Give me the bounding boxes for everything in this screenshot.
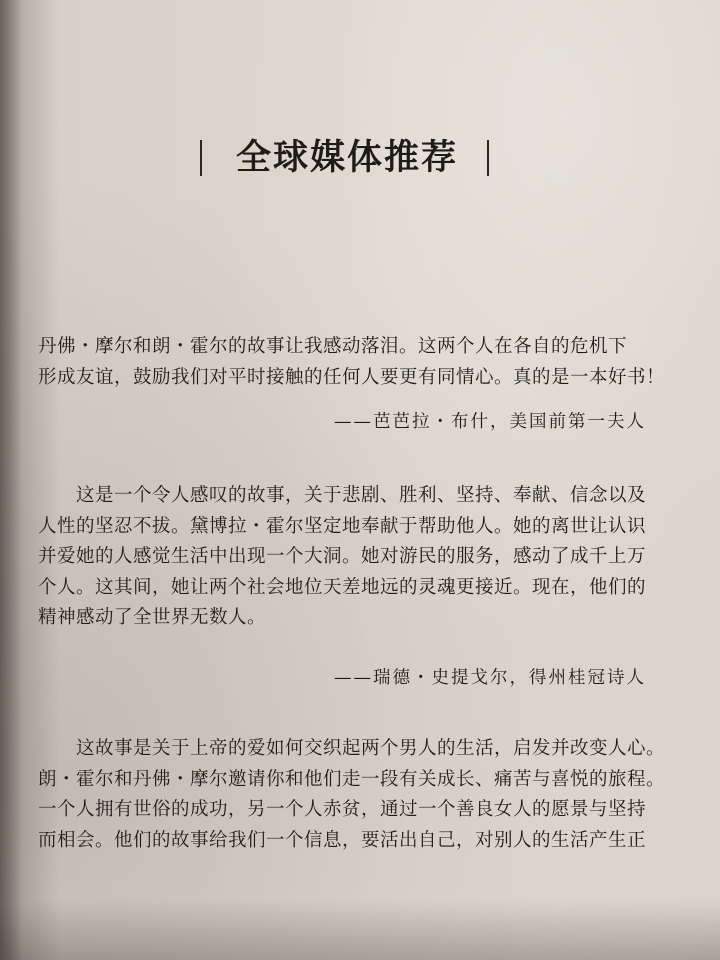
blurb-line: 而相会。他们的故事给我们一个信息，要活出自己，对别人的生活产生正 (38, 829, 647, 851)
blurb-2-attribution: ——瑞德・史提戈尔，得州桂冠诗人 (334, 668, 646, 688)
blurb-1-text (38, 332, 666, 393)
title-right-rule (487, 140, 489, 176)
blurb-1-attribution: ——芭芭拉・布什，美国前第一夫人 (334, 412, 646, 432)
blurb-line: 精神感动了全世界无数人。 (38, 607, 267, 628)
blurb-line: 这是一个令人感叹的故事，关于悲剧、胜利、坚持、奉献、信念以及 (76, 485, 647, 506)
title-left-rule (200, 140, 202, 176)
bottom-shadow (0, 900, 720, 960)
page-title: 全球媒体推荐 (236, 137, 459, 178)
title-block (200, 136, 500, 180)
blurb-line: 这故事是关于上帝的爱如何交织起两个男人的生活，启发并改变人心。 (76, 738, 666, 759)
blurb-line: 并爱她的人感觉生活中出现一个大洞。她对游民的服务，感动了成千上万 (38, 546, 647, 567)
blurb-3-text (38, 734, 666, 856)
blurb-line: 形成友谊，鼓励我们对平时接触的任何人要更有同情心。真的是一本好书！ (38, 366, 666, 388)
blurb-line: 一个人拥有世俗的成功，另一个人赤贫，通过一个善良女人的愿景与坚持 (38, 799, 647, 820)
spine-shadow (0, 0, 22, 960)
blurb-line: 丹佛・摩尔和朗・霍尔的故事让我感动落泪。这两个人在各自的危机下 (38, 336, 628, 357)
blurb-line: 朗・霍尔和丹佛・摩尔邀请你和他们走一段有关成长、痛苦与喜悦的旅程。 (38, 768, 666, 790)
blurb-line: 人性的坚忍不拔。黛博拉・霍尔坚定地奉献于帮助他人。她的离世让认识 (38, 515, 647, 537)
blurb-2-text (38, 481, 658, 634)
blurb-line: 个人。这其间，她让两个社会地位天差地远的灵魂更接近。现在，他们的 (38, 576, 647, 598)
